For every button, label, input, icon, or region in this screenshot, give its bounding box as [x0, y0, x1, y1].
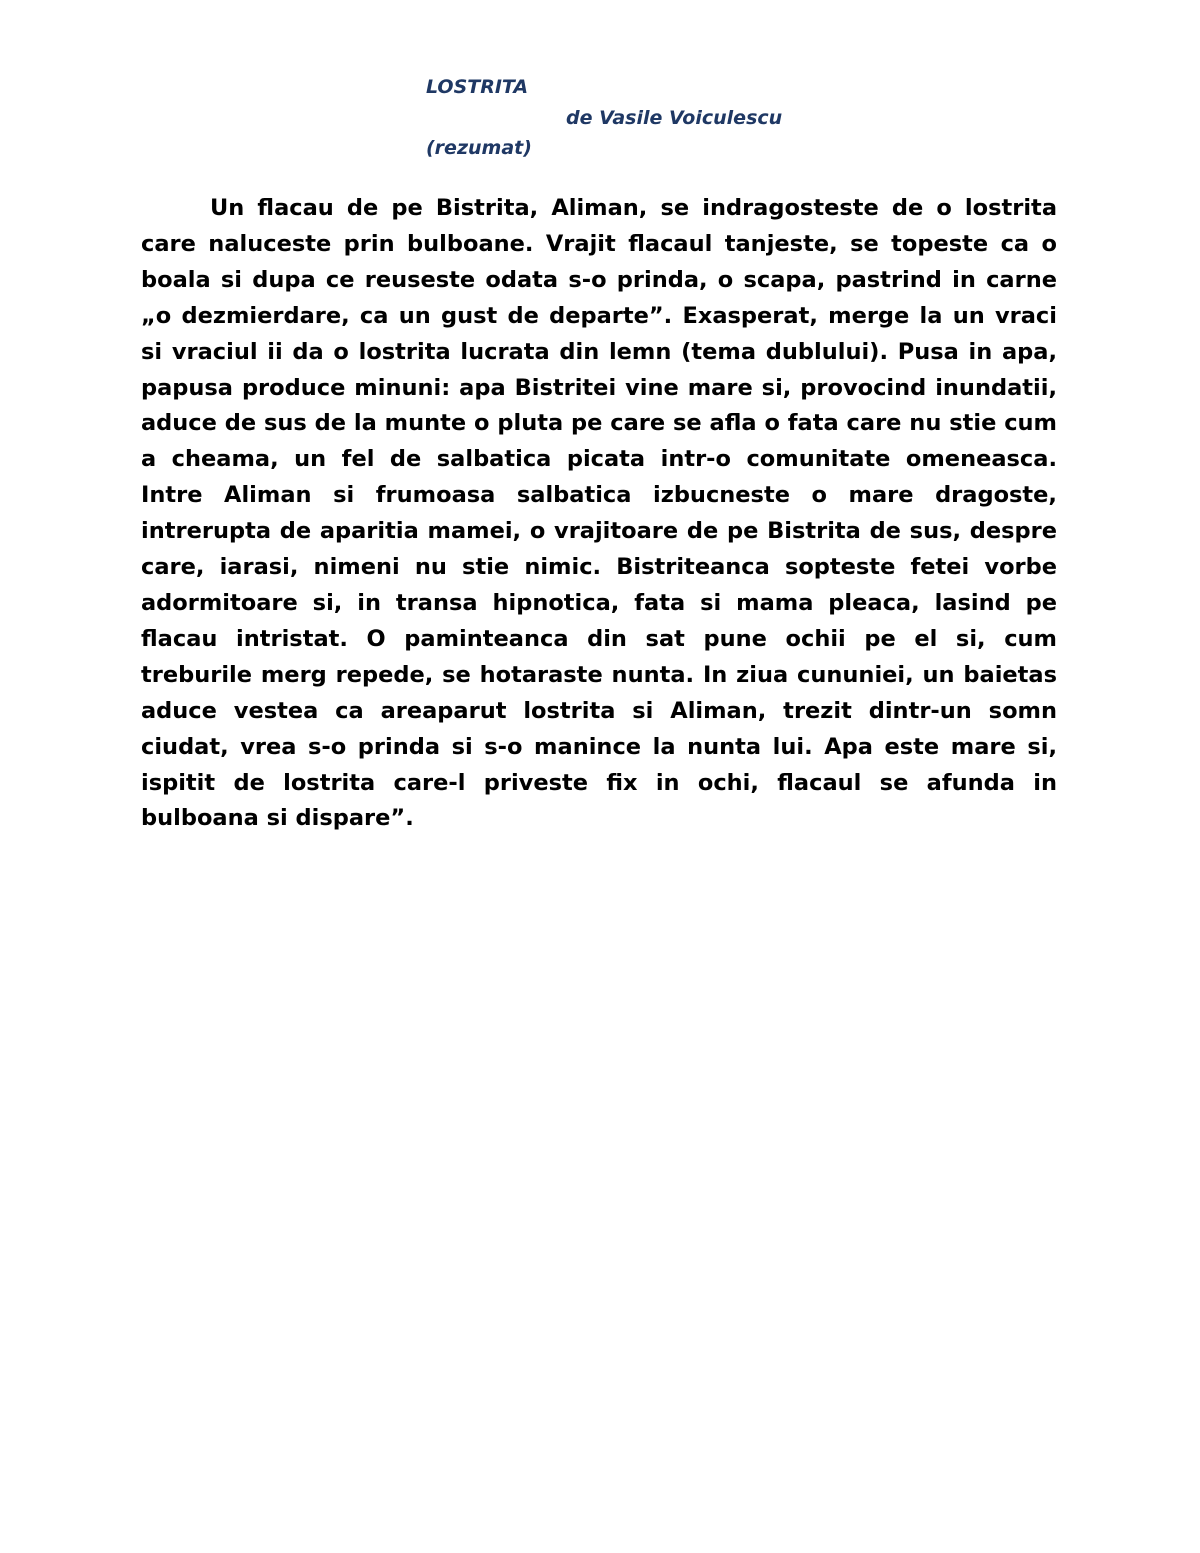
document-title: LOSTRITA	[426, 76, 529, 98]
document-author: de Vasile Voiculescu	[566, 107, 783, 129]
summary-paragraph: Un flacau de pe Bistrita, Aliman, se indragosteste de o lostrita care naluceste prin bulboane. Vrajit flacaul tanjeste, se topeste ca o boala si dupa ce reuseste odata s-o prinda, o scapa, pastrind in carne „o dezmierdare, ca un gust de departe”. Exasperat, merge la un vraci si vraciul ii da o lostrita lucrata din lemn (tema dublului). Pusa in apa, papusa produce minuni: apa Bistritei vine mare si, provocind inundatii, aduce de sus de la munte o pluta pe care se afla o fata care nu stie cum a cheama, un fel de salbatica picata intr-o comunitate omeneasca. Intre Aliman si frumoasa salbatica izbucneste o mare dragoste, intrerupta de aparitia mamei, o vrajitoare de pe Bistrita de sus, despre care, iarasi, nimeni nu stie nimic. Bistriteanca sopteste fetei vorbe adormitoare si, in transa hipnotica, fata si mama pleaca, lasind pe flacau intristat. O paminteanca din sat pune ochii pe el si, cum treburile merg repede, se hotaraste nunta. In ziua cununiei, un baietas aduce vestea ca areaparut lostrita si Aliman, trezit dintr-un somn ciudat, vrea s-o prinda si s-o manince la nunta lui. Apa este mare si, ispitit de lostrita care-l priveste fix in ochi, flacaul se afunda in bulboana si dispare”.	[141, 195, 1057, 832]
document-subtitle: (rezumat)	[426, 137, 532, 159]
